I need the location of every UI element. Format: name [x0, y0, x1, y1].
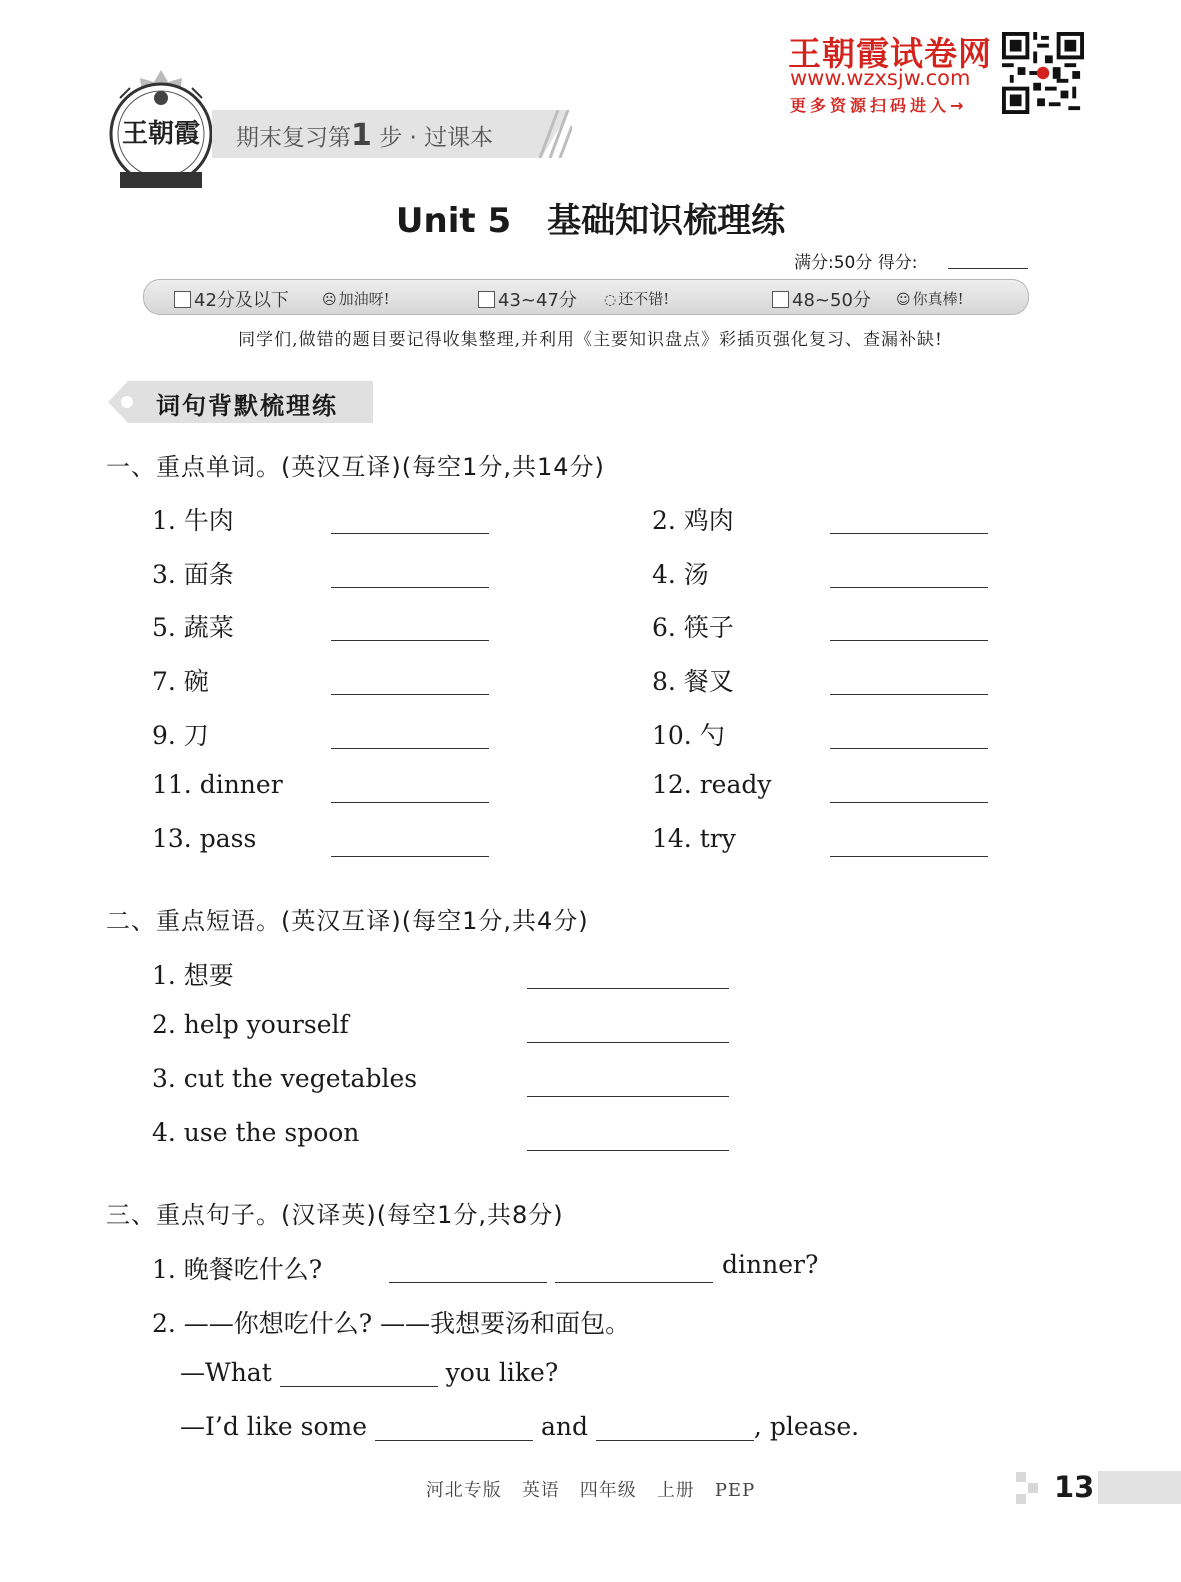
answer-blank[interactable] [555, 1282, 713, 1283]
word-item: 4. 汤 [652, 560, 709, 589]
svg-text:王朝霞: 王朝霞 [121, 119, 201, 149]
answer-blank[interactable] [389, 1282, 547, 1283]
qr-code-icon[interactable] [1002, 32, 1084, 114]
smile-face-icon: ☺ [896, 292, 911, 308]
answer-blank[interactable] [527, 1096, 729, 1097]
part1-heading: 一、重点单词。(英汉互译)(每空1分,共14分) [106, 453, 605, 481]
score-label: 满分:50分 得分: [794, 253, 918, 273]
answer-blank[interactable] [331, 694, 489, 695]
word-item: 3. 面条 [152, 560, 234, 589]
word-item: 13. pass [152, 824, 257, 853]
series-title: 期末复习第1 步 · 过课本 [236, 118, 494, 153]
answer-blank[interactable] [830, 694, 988, 695]
grade-note-low: ☹ 加油呀! [322, 290, 390, 308]
grade-note-high: ☺ 你真棒! [896, 290, 964, 308]
answer-blank[interactable] [830, 856, 988, 857]
word-item: 8. 餐叉 [652, 667, 734, 696]
page-number-bar [1098, 1471, 1181, 1504]
neutral-face-icon: ◌ [604, 292, 617, 308]
answer-blank[interactable] [830, 748, 988, 749]
grade-option-high[interactable]: 48~50分 [772, 286, 871, 312]
part3-heading: 三、重点句子。(汉译英)(每空1分,共8分) [106, 1201, 564, 1229]
grade-note-mid: ◌ 还不错! [604, 290, 670, 308]
word-item: 5. 蔬菜 [152, 613, 234, 642]
phrase-item: 2. help yourself [152, 1010, 349, 1039]
answer-blank[interactable] [331, 587, 489, 588]
sentence-q1-tail: dinner? [722, 1250, 819, 1279]
answer-blank[interactable] [596, 1414, 754, 1441]
sentence-q2b: —I’d like some and , please. [180, 1412, 860, 1441]
ribbon-stripes-decoration [530, 110, 572, 158]
score-blank[interactable] [948, 268, 1028, 269]
footer-info: 河北专版 英语 四年级 上册 PEP [425, 1480, 756, 1501]
answer-blank[interactable] [331, 533, 489, 534]
section-tag-label: 词句背默梳理练 [156, 392, 338, 420]
phrase-item: 4. use the spoon [152, 1118, 360, 1147]
part2-heading: 二、重点短语。(英汉互译)(每空1分,共4分) [106, 907, 589, 935]
phrase-item: 1. 想要 [152, 961, 234, 990]
page-squares-decoration [1016, 1472, 1040, 1504]
answer-blank[interactable] [375, 1414, 533, 1441]
answer-blank[interactable] [331, 856, 489, 857]
sentence-q2a: —What you like? [180, 1358, 559, 1387]
checkbox-icon[interactable] [772, 291, 789, 308]
word-item: 2. 鸡肉 [652, 506, 734, 535]
answer-blank[interactable] [527, 1042, 729, 1043]
answer-blank[interactable] [331, 748, 489, 749]
answer-blank[interactable] [830, 533, 988, 534]
checkbox-icon[interactable] [478, 291, 495, 308]
page-title: Unit 5 基础知识梳理练 [395, 201, 786, 241]
phrase-item: 3. cut the vegetables [152, 1064, 418, 1093]
word-item: 7. 碗 [152, 667, 209, 696]
answer-blank[interactable] [830, 802, 988, 803]
word-item: 10. 勺 [652, 721, 725, 750]
website-link[interactable]: www.wzxsjw.com [790, 66, 971, 90]
answer-blank[interactable] [527, 988, 729, 989]
word-item: 6. 筷子 [652, 613, 734, 642]
answer-blank[interactable] [830, 587, 988, 588]
grade-option-mid[interactable]: 43~47分 [478, 286, 577, 312]
answer-blank[interactable] [331, 802, 489, 803]
review-tip: 同学们,做错的题目要记得收集整理,并利用《主要知识盘点》彩插页强化复习、查漏补缺! [238, 330, 943, 350]
word-item: 11. dinner [152, 770, 283, 799]
sentence-q2: 2. ——你想吃什么? ——我想要汤和面包。 [152, 1309, 631, 1338]
wangzhaoxia-logo-badge [106, 68, 216, 192]
brand-name: 王朝霞试卷网 [788, 34, 992, 73]
word-item: 9. 刀 [152, 721, 209, 750]
word-item: 12. ready [652, 770, 772, 799]
answer-blank[interactable] [527, 1150, 729, 1151]
checkbox-icon[interactable] [174, 291, 191, 308]
answer-blank[interactable] [331, 640, 489, 641]
answer-blank[interactable] [830, 640, 988, 641]
grade-option-low[interactable]: 42分及以下 [174, 286, 289, 312]
page-number: 13 [1054, 1470, 1095, 1504]
word-item: 14. try [652, 824, 736, 853]
tag-hole-icon [121, 396, 133, 408]
sentence-q1: 1. 晚餐吃什么? [152, 1255, 323, 1284]
word-item: 1. 牛肉 [152, 506, 234, 535]
scan-prompt: 更多资源扫码进入→ [790, 96, 968, 115]
answer-blank[interactable] [280, 1360, 438, 1387]
sad-face-icon: ☹ [322, 292, 337, 308]
